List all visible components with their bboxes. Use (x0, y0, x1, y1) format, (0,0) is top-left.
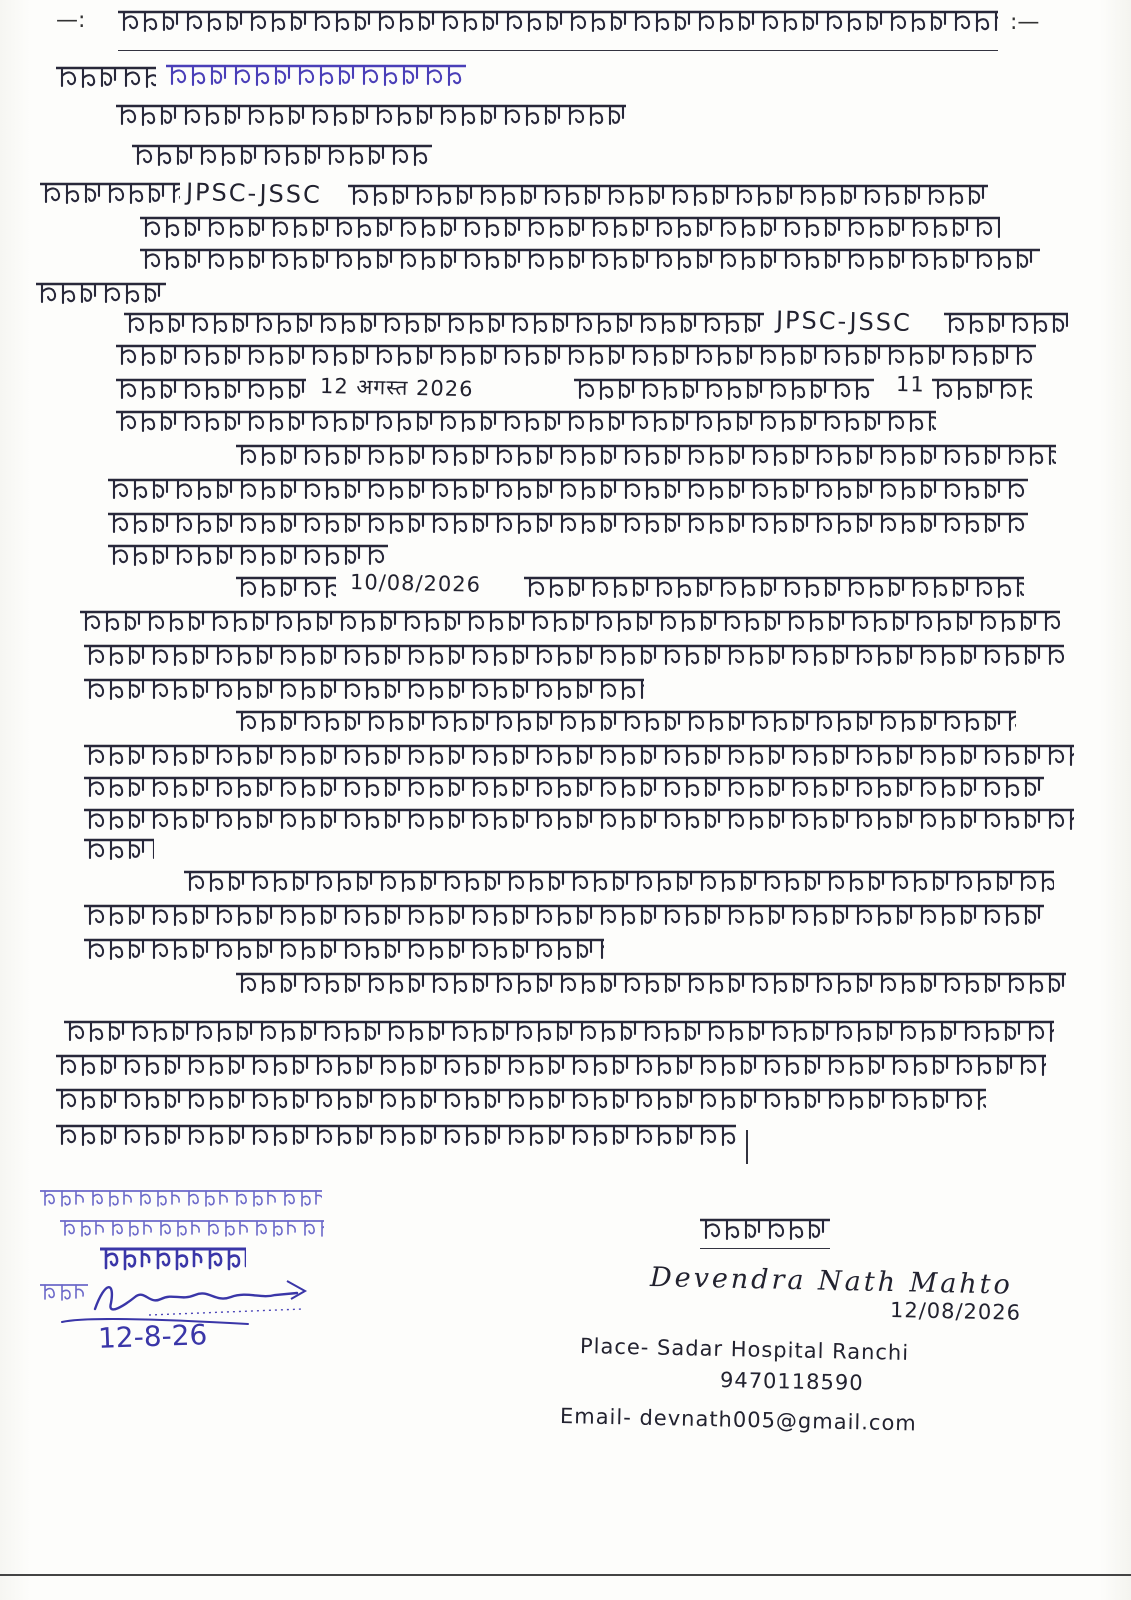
title-suffix: :— (1010, 10, 1040, 35)
strike-start-date: 12 अगस्त 2026 (319, 374, 474, 402)
subject-line-2 (140, 212, 1000, 242)
body-3-line-1a (236, 572, 336, 602)
subject-line-3 (140, 244, 1040, 274)
signature-place: Place- Sadar Hospital Ranchi (579, 1334, 910, 1365)
subject-line-1 (348, 180, 988, 210)
closing-underline (700, 1248, 830, 1249)
stamp-received-date: 12-8-26 (97, 1318, 208, 1355)
body-3-line-4 (84, 674, 644, 704)
body-4-line-4 (84, 804, 1074, 834)
body-1-line-3b (574, 374, 874, 404)
receipt-stamp (36, 1180, 366, 1370)
body-6-line-5 (56, 1120, 736, 1150)
title-line (118, 6, 998, 36)
body-3-line-3 (84, 640, 1064, 670)
salutation-to (56, 62, 156, 92)
title-underline (118, 50, 998, 51)
signature-phone: 9470118590 (719, 1368, 864, 1396)
subject-label (40, 178, 180, 208)
body-2-line-4 (108, 540, 388, 570)
strike-day-count: 11 (895, 372, 925, 397)
body-5-line-1 (184, 866, 1054, 896)
body-1-line-2 (116, 340, 1036, 370)
addressee-title (116, 100, 626, 130)
subject-code: JPSC-JSSC (185, 178, 323, 209)
body-6-line-2 (64, 1016, 1054, 1046)
body-2-line-1 (236, 440, 1056, 470)
signature-email: Email- devnath005@gmail.com (559, 1404, 918, 1436)
page-bottom-edge (0, 1574, 1131, 1576)
body-6-line-4 (56, 1084, 986, 1114)
stamp-received-label (100, 1242, 246, 1276)
body-5-line-2 (84, 900, 1044, 930)
signature-name: Devendra Nath Mahto (649, 1262, 1014, 1301)
body-jpsc-code: JPSC-JSSC (775, 306, 913, 337)
body-4-line-2 (84, 740, 1074, 770)
body-6-line-1 (236, 968, 1066, 998)
salutation (36, 278, 166, 308)
stamp-office-line-1 (40, 1184, 322, 1208)
body-1-line-3c (932, 374, 1032, 404)
body-1-line-3a (116, 374, 306, 404)
body-5-line-3 (84, 934, 604, 964)
body-2-line-3 (108, 508, 1028, 538)
body-1-line-4 (116, 406, 936, 436)
closing-bhavdiya (700, 1214, 830, 1244)
stamp-date-label (40, 1278, 88, 1302)
body-6-line-3 (56, 1050, 1046, 1080)
closing-stroke (746, 1130, 748, 1164)
incident-date: 10/08/2026 (349, 570, 482, 597)
body-3-line-1b (524, 572, 1024, 602)
body-4-line-5 (84, 834, 154, 864)
body-2-line-2 (108, 474, 1028, 504)
addressee-name (166, 60, 466, 90)
handwritten-initials (91, 1275, 311, 1321)
body-3-line-2 (80, 606, 1060, 636)
title-prefix: —: (56, 8, 86, 33)
signature-date: 12/08/2026 (889, 1298, 1022, 1325)
stamp-office-line-2 (60, 1214, 324, 1238)
body-4-line-1 (236, 706, 1016, 736)
body-1-line-1 (124, 308, 764, 338)
body-1-line-1b (944, 308, 1068, 338)
addressee-place (132, 140, 432, 170)
body-4-line-3 (84, 772, 1044, 802)
